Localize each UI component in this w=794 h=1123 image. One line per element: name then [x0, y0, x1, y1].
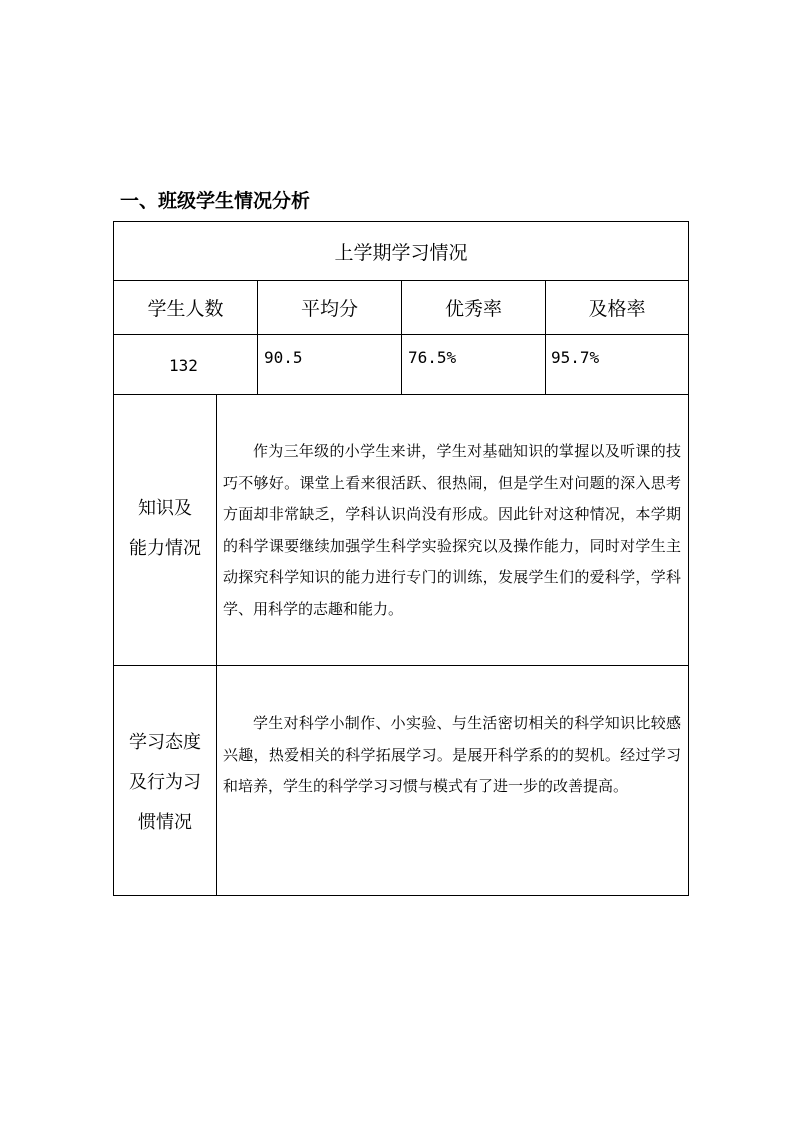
attitude-habits-label: [114, 720, 216, 846]
knowledge-label-line1: 知识及: [138, 498, 192, 519]
header-excellent-rate: 优秀率: [444, 297, 502, 320]
header-pass-rate: 及格率: [588, 297, 646, 320]
value-excellent-rate: 76.5%: [408, 348, 457, 367]
attitude-label-line1: 学习态度: [129, 732, 201, 753]
attitude-habits-text: 学生对科学小制作、小实验、与生活密切相关的科学知识比较感兴趣，热爱相关的科学拓展学习。是展开科学系的的契机。经过学习和培养，学生的科学学习习惯与模式有了进一步的改善提高。: [223, 714, 681, 795]
header-average-score: 平均分: [300, 297, 358, 320]
table-title: 上学期学习情况: [334, 241, 468, 264]
knowledge-label-line2: 能力情况: [129, 538, 201, 559]
knowledge-ability-text: 作为三年级的小学生来讲，学生对基础知识的掌握以及听课的技巧不够好。课堂上看来很活跃、很热闹，但是学生对问题的深入思考方面却非常缺乏，学科认识尚没有形成。因此针对这种情况，本学期的科学课要继续加强学生科学实验探究以及操作能力，同时对学生主动探究科学知识的能力进行专门的训练，发展学生们的爱科学，学科学、用科学的志趣和能力。: [223, 442, 681, 618]
value-pass-rate: 95.7%: [551, 348, 600, 367]
attitude-label-line2: 及行为习: [129, 772, 201, 793]
attitude-label-line3: 惯情况: [138, 812, 192, 833]
value-student-count: 132: [169, 356, 198, 375]
value-average-score: 90.5: [264, 348, 303, 367]
column-divider: [216, 394, 217, 896]
row-divider: [114, 394, 688, 395]
header-student-count: 学生人数: [147, 297, 224, 320]
class-analysis-table: [113, 221, 689, 896]
knowledge-ability-label: [114, 487, 216, 571]
section-heading: 一、班级学生情况分析: [120, 190, 311, 212]
row-divider: [114, 665, 688, 666]
